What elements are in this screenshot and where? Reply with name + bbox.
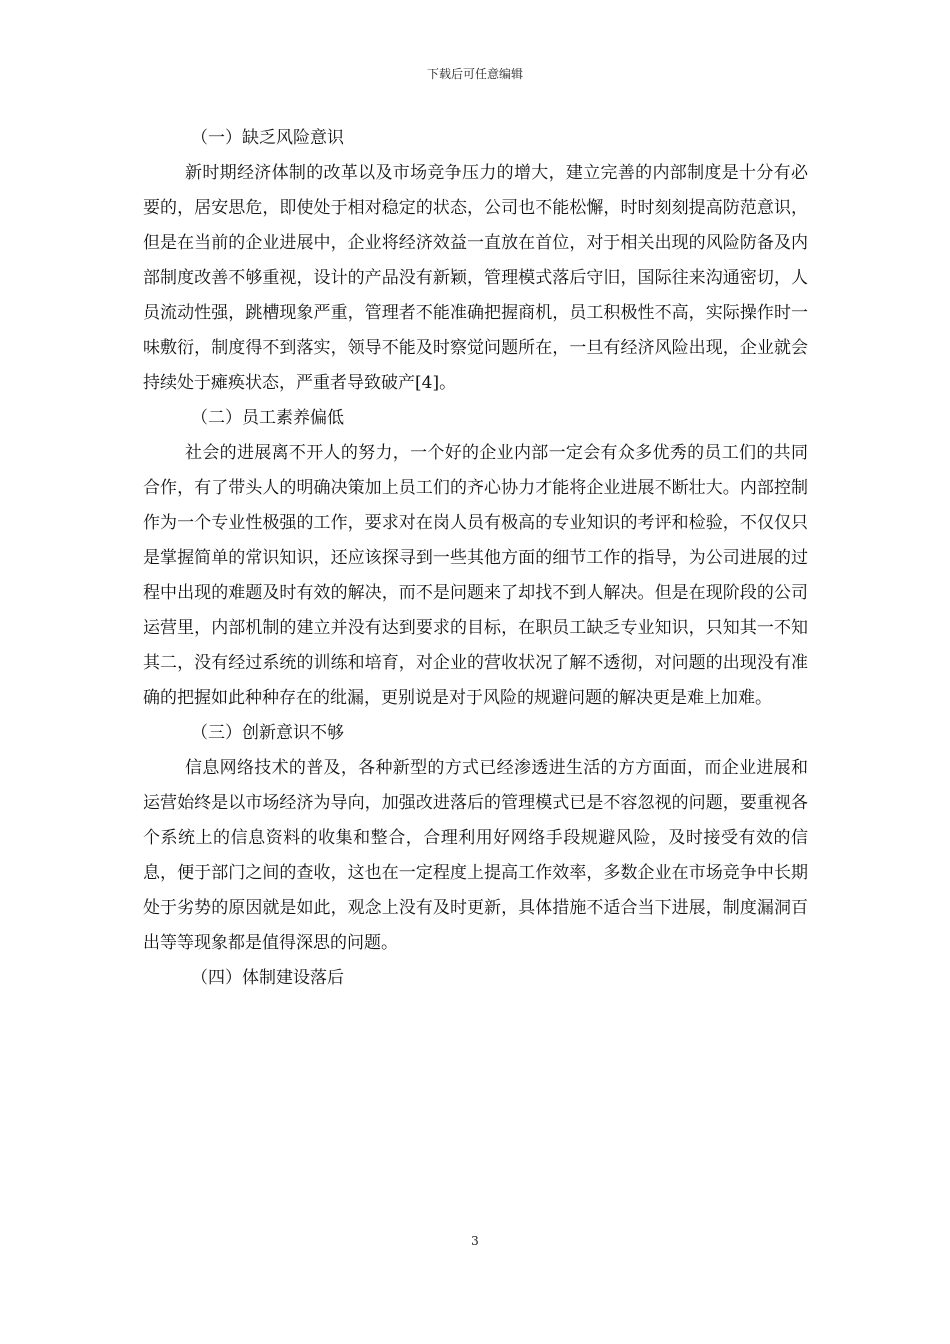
section-paragraph-3: 信息网络技术的普及，各种新型的方式已经渗透进生活的方方面面，而企业进展和运营始终是以市场经济为导向，加强改进落后的管理模式已是不容忽视的问题，要重视各个系统上的信息资料的收集和整合，合理利用好网络手段规避风险，及时接受有效的信息，便于部门之间的查收，这也在一定程度上提高工作效率，多数企业在市场竞争中长期处于劣势的原因就是如此，观念上没有及时更新，具体措施不适合当下进展，制度漏洞百出等等现象都是值得深思的问题。 xyxy=(143,758,808,953)
section-heading-2: （二）员工素养偏低 xyxy=(191,408,344,428)
page-header: 下载后可任意编辑 xyxy=(426,67,523,81)
section-heading-1: （一）缺乏风险意识 xyxy=(191,128,344,148)
section-heading-3: （三）创新意识不够 xyxy=(191,723,344,743)
page-number: 3 xyxy=(471,1234,479,1248)
document-body xyxy=(143,121,808,996)
section-paragraph-2: 社会的进展离不开人的努力，一个好的企业内部一定会有众多优秀的员工们的共同合作，有了带头人的明确决策加上员工们的齐心协力才能将企业进展不断壮大。内部控制作为一个专业性极强的工作，要求对在岗人员有极高的专业知识的考评和检验，不仅仅只是掌握简单的常识知识，还应该探寻到一些其他方面的细节工作的指导，为公司进展的过程中出现的难题及时有效的解决，而不是问题来了却找不到人解决。但是在现阶段的公司运营里，内部机制的建立并没有达到要求的目标，在职员工缺乏专业知识，只知其一不知其二，没有经过系统的训练和培育，对企业的营收状况了解不透彻，对问题的出现没有准确的把握如此种种存在的纰漏，更别说是对于风险的规避问题的解决更是难上加难。 xyxy=(143,443,808,708)
section-paragraph-1: 新时期经济体制的改革以及市场竞争压力的增大，建立完善的内部制度是十分有必要的，居安思危，即使处于相对稳定的状态，公司也不能松懈，时时刻刻提高防范意识，但是在当前的企业进展中，企业将经济效益一直放在首位，对于相关出现的风险防备及内部制度改善不够重视，设计的产品没有新颖，管理模式落后守旧，国际往来沟通密切，人员流动性强，跳槽现象严重，管理者不能准确把握商机，员工积极性不高，实际操作时一味敷衍，制度得不到落实，领导不能及时察觉问题所在，一旦有经济风险出现，企业就会持续处于瘫痪状态，严重者导致破产[4]。 xyxy=(143,163,808,393)
section-heading-4: （四）体制建设落后 xyxy=(191,968,344,988)
